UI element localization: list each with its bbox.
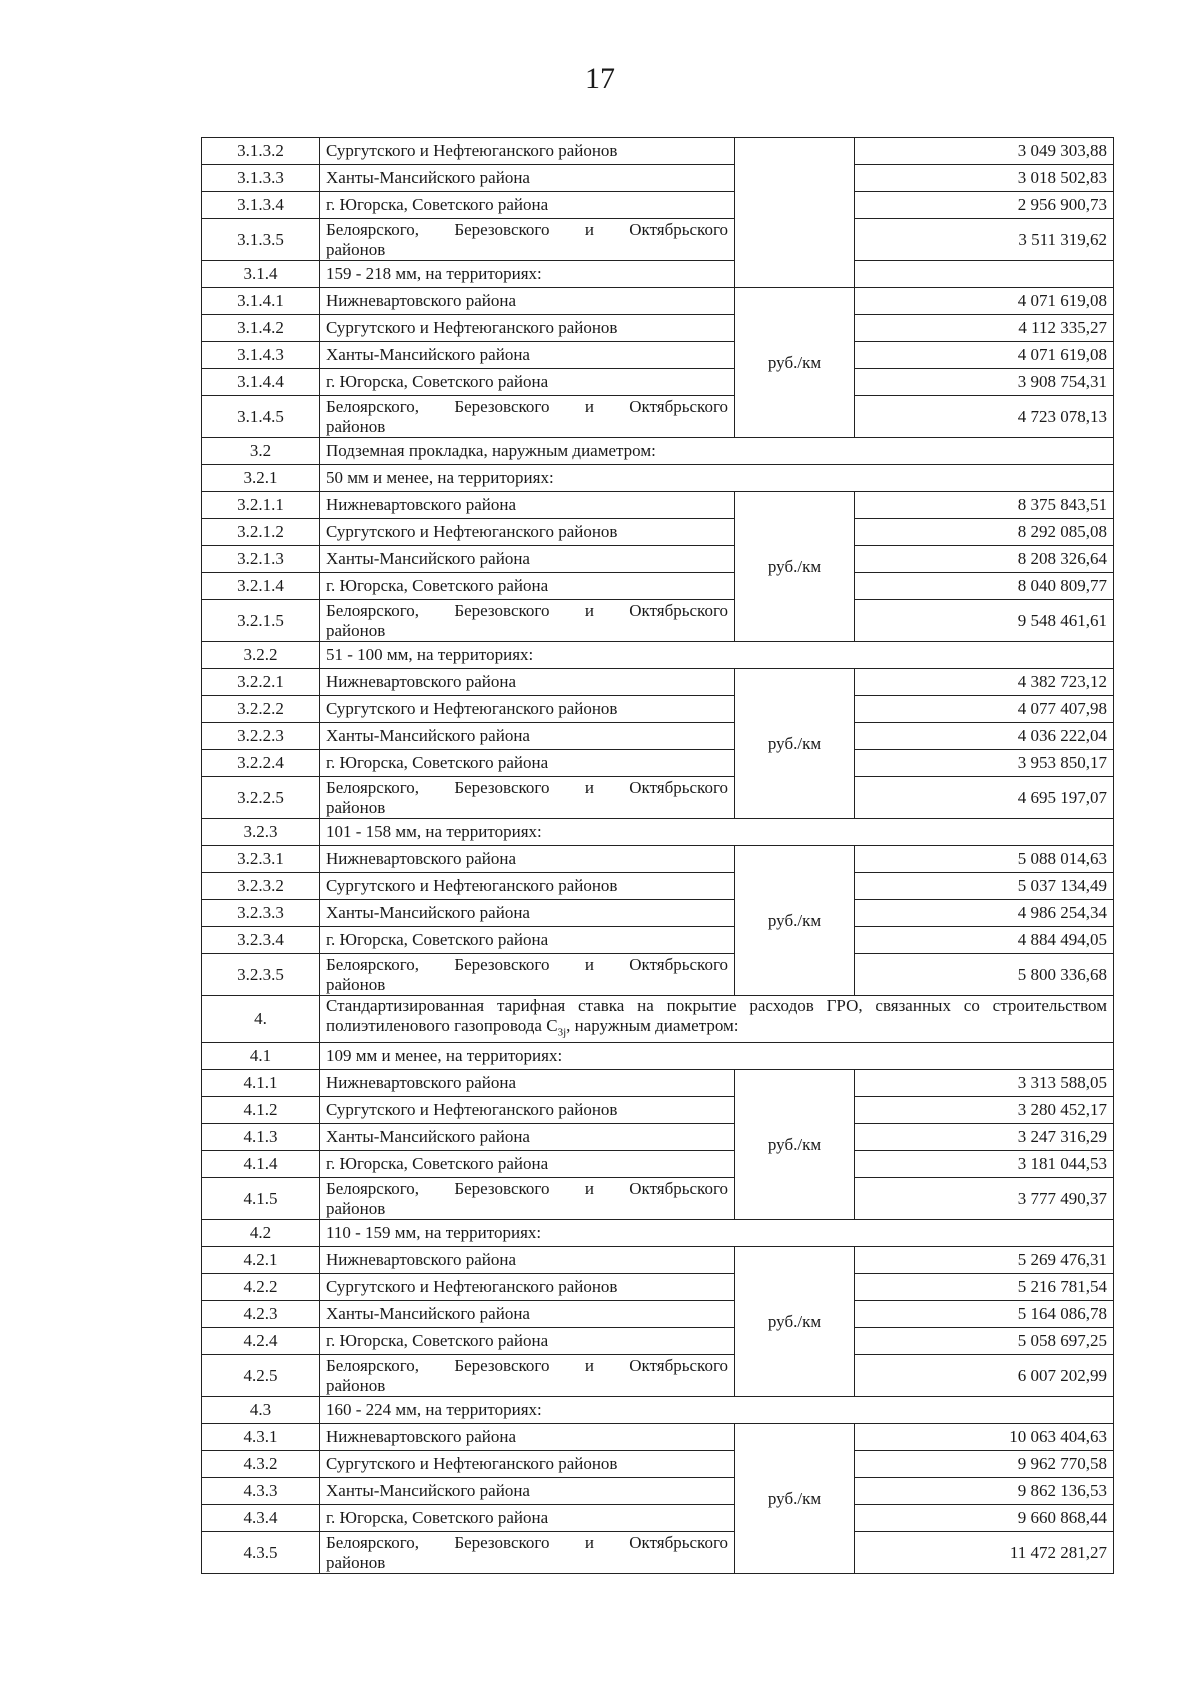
territory-name: Сургутского и Нефтеюганского районов xyxy=(320,873,735,900)
table-row xyxy=(202,1301,1114,1328)
table-row xyxy=(202,396,1114,438)
row-number: 3.2.1.1 xyxy=(202,492,320,519)
territory-name: Сургутского и Нефтеюганского районов xyxy=(320,1097,735,1124)
tariff-value: 4 112 335,27 xyxy=(855,315,1114,342)
tariff-value: 2 956 900,73 xyxy=(855,192,1114,219)
row-number: 4.2.3 xyxy=(202,1301,320,1328)
tariff-value: 4 382 723,12 xyxy=(855,669,1114,696)
row-number: 3.2.2.1 xyxy=(202,669,320,696)
table-row xyxy=(202,750,1114,777)
section-row xyxy=(202,642,1114,669)
table-row xyxy=(202,1355,1114,1397)
territory-name-line-1: Белоярского, Березовского и Октябрьского xyxy=(326,600,728,620)
table-row xyxy=(202,1274,1114,1301)
unit-cell: руб./км xyxy=(735,1247,855,1397)
row-number: 4.1.4 xyxy=(202,1151,320,1178)
territory-name: г. Югорска, Советского района xyxy=(320,1505,735,1532)
territory-name: Ханты-Мансийского района xyxy=(320,723,735,750)
page-number: 17 xyxy=(585,62,615,95)
row-number: 3.2.2.5 xyxy=(202,777,320,819)
row-number: 4.3.1 xyxy=(202,1424,320,1451)
table-row xyxy=(202,600,1114,642)
row-number: 3.2.3.2 xyxy=(202,873,320,900)
section-title xyxy=(320,996,1114,1043)
row-number: 3.2.1.2 xyxy=(202,519,320,546)
row-number: 3.2.2.3 xyxy=(202,723,320,750)
table-row xyxy=(202,342,1114,369)
table-row xyxy=(202,138,1114,165)
territory-name-line-1: Белоярского, Березовского и Октябрьского xyxy=(326,1532,728,1552)
row-number: 3.2.2.4 xyxy=(202,750,320,777)
row-number: 4.2.4 xyxy=(202,1328,320,1355)
tariff-value: 3 247 316,29 xyxy=(855,1124,1114,1151)
table-row xyxy=(202,669,1114,696)
section-title-line-2: полиэтиленового газопровода C xyxy=(326,1016,558,1035)
section-title: 159 - 218 мм, на территориях: xyxy=(320,261,1114,288)
tariff-value: 10 063 404,63 xyxy=(855,1424,1114,1451)
table-row xyxy=(202,927,1114,954)
territory-name-line-2: районов xyxy=(326,239,386,259)
row-number: 4.1.3 xyxy=(202,1124,320,1151)
table-row xyxy=(202,1070,1114,1097)
territory-name: Ханты-Мансийского района xyxy=(320,1301,735,1328)
territory-name: г. Югорска, Советского района xyxy=(320,927,735,954)
territory-name-line-2: районов xyxy=(326,797,386,817)
table-row xyxy=(202,546,1114,573)
tariff-value: 9 660 868,44 xyxy=(855,1505,1114,1532)
section-title-line-2-end: , наружным диаметром: xyxy=(566,1016,739,1035)
section-title: 50 мм и менее, на территориях: xyxy=(320,465,1114,492)
section-row xyxy=(202,1397,1114,1424)
territory-name: Нижневартовского района xyxy=(320,1424,735,1451)
row-number: 4.1.5 xyxy=(202,1178,320,1220)
tariff-value: 3 908 754,31 xyxy=(855,369,1114,396)
territory-name-line-1: Белоярского, Березовского и Октябрьского xyxy=(326,219,728,239)
territory-name-line-2: районов xyxy=(326,1198,386,1218)
tariff-value: 4 884 494,05 xyxy=(855,927,1114,954)
table-row xyxy=(202,1451,1114,1478)
section-title: 110 - 159 мм, на территориях: xyxy=(320,1220,1114,1247)
row-number: 3.2.1.5 xyxy=(202,600,320,642)
unit-cell: руб./км xyxy=(735,669,855,819)
territory-name: Нижневартовского района xyxy=(320,492,735,519)
tariff-value: 3 313 588,05 xyxy=(855,1070,1114,1097)
territory-name: Ханты-Мансийского района xyxy=(320,1478,735,1505)
table-row xyxy=(202,723,1114,750)
tariff-value: 4 077 407,98 xyxy=(855,696,1114,723)
unit-cell: руб./км xyxy=(735,1424,855,1574)
tariff-value: 5 800 336,68 xyxy=(855,954,1114,996)
territory-name xyxy=(320,219,735,261)
territory-name-line-1: Белоярского, Березовского и Октябрьского xyxy=(326,777,728,797)
section-title: Подземная прокладка, наружным диаметром: xyxy=(320,438,1114,465)
row-number: 3.1.3.4 xyxy=(202,192,320,219)
tariff-table-body xyxy=(202,138,1114,1574)
table-row xyxy=(202,696,1114,723)
row-number: 3.1.4.2 xyxy=(202,315,320,342)
territory-name: Нижневартовского района xyxy=(320,1247,735,1274)
formula-subscript: 3j xyxy=(557,1026,567,1039)
row-number: 3.1.3.2 xyxy=(202,138,320,165)
territory-name: Нижневартовского района xyxy=(320,846,735,873)
row-number: 3.1.4.1 xyxy=(202,288,320,315)
territory-name: г. Югорска, Советского района xyxy=(320,192,735,219)
tariff-value: 5 269 476,31 xyxy=(855,1247,1114,1274)
territory-name: Нижневартовского района xyxy=(320,1070,735,1097)
territory-name: Ханты-Мансийского района xyxy=(320,546,735,573)
row-number: 3.1.3.5 xyxy=(202,219,320,261)
table-row xyxy=(202,573,1114,600)
table-row xyxy=(202,192,1114,219)
section-row xyxy=(202,1043,1114,1070)
tariff-value: 9 548 461,61 xyxy=(855,600,1114,642)
unit-cell: руб./км xyxy=(735,1070,855,1220)
row-number: 3.2.1 xyxy=(202,465,320,492)
table-row xyxy=(202,1124,1114,1151)
territory-name-line-2: районов xyxy=(326,416,386,436)
row-number: 3.1.4.4 xyxy=(202,369,320,396)
row-number: 4.3 xyxy=(202,1397,320,1424)
tariff-value: 4 695 197,07 xyxy=(855,777,1114,819)
territory-name: г. Югорска, Советского района xyxy=(320,1328,735,1355)
table-row xyxy=(202,1178,1114,1220)
territory-name xyxy=(320,1178,735,1220)
section-row xyxy=(202,1220,1114,1247)
row-number: 3.1.4.5 xyxy=(202,396,320,438)
table-row xyxy=(202,873,1114,900)
table-row xyxy=(202,369,1114,396)
tariff-table xyxy=(201,137,1114,1574)
row-number: 3.2.3.4 xyxy=(202,927,320,954)
territory-name: Сургутского и Нефтеюганского районов xyxy=(320,1274,735,1301)
territory-name: г. Югорска, Советского района xyxy=(320,573,735,600)
tariff-value: 3 280 452,17 xyxy=(855,1097,1114,1124)
table-row xyxy=(202,519,1114,546)
tariff-value: 4 071 619,08 xyxy=(855,288,1114,315)
territory-name: Сургутского и Нефтеюганского районов xyxy=(320,519,735,546)
table-row xyxy=(202,1247,1114,1274)
row-number: 4.2 xyxy=(202,1220,320,1247)
tariff-value: 8 040 809,77 xyxy=(855,573,1114,600)
table-row xyxy=(202,846,1114,873)
tariff-value: 4 036 222,04 xyxy=(855,723,1114,750)
row-number: 3.2.3.1 xyxy=(202,846,320,873)
unit-cell: руб./км xyxy=(735,492,855,642)
row-number: 3.2.3 xyxy=(202,819,320,846)
territory-name: Ханты-Мансийского района xyxy=(320,1124,735,1151)
tariff-value: 4 986 254,34 xyxy=(855,900,1114,927)
tariff-value: 8 292 085,08 xyxy=(855,519,1114,546)
table-row xyxy=(202,1151,1114,1178)
tariff-value: 5 088 014,63 xyxy=(855,846,1114,873)
territory-name-line-1: Белоярского, Березовского и Октябрьского xyxy=(326,396,728,416)
table-row xyxy=(202,1505,1114,1532)
table-row xyxy=(202,954,1114,996)
row-number: 3.2 xyxy=(202,438,320,465)
territory-name-line-2: районов xyxy=(326,1552,386,1572)
unit-cell: руб./км xyxy=(735,846,855,996)
section-row xyxy=(202,261,1114,288)
territory-name: Сургутского и Нефтеюганского районов xyxy=(320,696,735,723)
territory-name-line-1: Белоярского, Березовского и Октябрьского xyxy=(326,954,728,974)
section-title: 109 мм и менее, на территориях: xyxy=(320,1043,1114,1070)
territory-name xyxy=(320,954,735,996)
table-row xyxy=(202,777,1114,819)
table-row xyxy=(202,288,1114,315)
tariff-value: 9 962 770,58 xyxy=(855,1451,1114,1478)
section-row xyxy=(202,996,1114,1043)
section-row xyxy=(202,819,1114,846)
row-number: 3.1.4 xyxy=(202,261,320,288)
territory-name xyxy=(320,1532,735,1574)
table-row xyxy=(202,219,1114,261)
row-number: 4.3.3 xyxy=(202,1478,320,1505)
tariff-value: 3 777 490,37 xyxy=(855,1178,1114,1220)
tariff-value: 8 375 843,51 xyxy=(855,492,1114,519)
tariff-value: 5 058 697,25 xyxy=(855,1328,1114,1355)
row-number: 3.2.3.5 xyxy=(202,954,320,996)
territory-name: Ханты-Мансийского района xyxy=(320,165,735,192)
section-row xyxy=(202,465,1114,492)
tariff-value: 3 049 303,88 xyxy=(855,138,1114,165)
territory-name: Нижневартовского района xyxy=(320,288,735,315)
tariff-value: 8 208 326,64 xyxy=(855,546,1114,573)
tariff-value: 3 181 044,53 xyxy=(855,1151,1114,1178)
row-number: 3.2.3.3 xyxy=(202,900,320,927)
row-number: 4.2.2 xyxy=(202,1274,320,1301)
tariff-value: 4 723 078,13 xyxy=(855,396,1114,438)
unit-cell: руб./км xyxy=(735,288,855,438)
row-number: 4.1.2 xyxy=(202,1097,320,1124)
tariff-value: 5 216 781,54 xyxy=(855,1274,1114,1301)
tariff-value: 3 018 502,83 xyxy=(855,165,1114,192)
territory-name: Нижневартовского района xyxy=(320,669,735,696)
table-row xyxy=(202,1478,1114,1505)
row-number: 4.2.1 xyxy=(202,1247,320,1274)
row-number: 4.2.5 xyxy=(202,1355,320,1397)
table-row xyxy=(202,1532,1114,1574)
territory-name: Ханты-Мансийского района xyxy=(320,900,735,927)
table-row xyxy=(202,165,1114,192)
territory-name xyxy=(320,777,735,819)
section-title: 160 - 224 мм, на территориях: xyxy=(320,1397,1114,1424)
row-number: 4.1 xyxy=(202,1043,320,1070)
row-number: 4.1.1 xyxy=(202,1070,320,1097)
tariff-value: 5 164 086,78 xyxy=(855,1301,1114,1328)
territory-name-line-2: районов xyxy=(326,620,386,640)
row-number: 3.1.4.3 xyxy=(202,342,320,369)
section-title: 101 - 158 мм, на территориях: xyxy=(320,819,1114,846)
row-number: 3.2.1.3 xyxy=(202,546,320,573)
row-number: 3.1.3.3 xyxy=(202,165,320,192)
territory-name: Сургутского и Нефтеюганского районов xyxy=(320,138,735,165)
row-number: 4. xyxy=(202,996,320,1043)
tariff-value: 11 472 281,27 xyxy=(855,1532,1114,1574)
territory-name-line-2: районов xyxy=(326,1375,386,1395)
table-row xyxy=(202,900,1114,927)
territory-name: Сургутского и Нефтеюганского районов xyxy=(320,1451,735,1478)
section-title: 51 - 100 мм, на территориях: xyxy=(320,642,1114,669)
territory-name xyxy=(320,600,735,642)
territory-name: г. Югорска, Советского района xyxy=(320,1151,735,1178)
territory-name: Сургутского и Нефтеюганского районов xyxy=(320,315,735,342)
territory-name: г. Югорска, Советского района xyxy=(320,369,735,396)
territory-name: Ханты-Мансийского района xyxy=(320,342,735,369)
table-row xyxy=(202,1328,1114,1355)
tariff-value: 5 037 134,49 xyxy=(855,873,1114,900)
tariff-value: 4 071 619,08 xyxy=(855,342,1114,369)
row-number: 4.3.2 xyxy=(202,1451,320,1478)
territory-name xyxy=(320,1355,735,1397)
table-row xyxy=(202,1097,1114,1124)
territory-name-line-2: районов xyxy=(326,974,386,994)
territory-name: г. Югорска, Советского района xyxy=(320,750,735,777)
table-row xyxy=(202,492,1114,519)
row-number: 3.2.2 xyxy=(202,642,320,669)
tariff-value: 3 511 319,62 xyxy=(855,219,1114,261)
territory-name-line-1: Белоярского, Березовского и Октябрьского xyxy=(326,1355,728,1375)
section-row xyxy=(202,438,1114,465)
row-number: 4.3.4 xyxy=(202,1505,320,1532)
section-title-line-1: Стандартизированная тарифная ставка на покрытие расходов ГРО, связанных со строительством xyxy=(326,996,1107,1015)
tariff-value: 6 007 202,99 xyxy=(855,1355,1114,1397)
table-row xyxy=(202,1424,1114,1451)
tariff-value: 9 862 136,53 xyxy=(855,1478,1114,1505)
table-row xyxy=(202,315,1114,342)
row-number: 4.3.5 xyxy=(202,1532,320,1574)
row-number: 3.2.1.4 xyxy=(202,573,320,600)
territory-name xyxy=(320,396,735,438)
row-number: 3.2.2.2 xyxy=(202,696,320,723)
territory-name-line-1: Белоярского, Березовского и Октябрьского xyxy=(326,1178,728,1198)
tariff-value: 3 953 850,17 xyxy=(855,750,1114,777)
